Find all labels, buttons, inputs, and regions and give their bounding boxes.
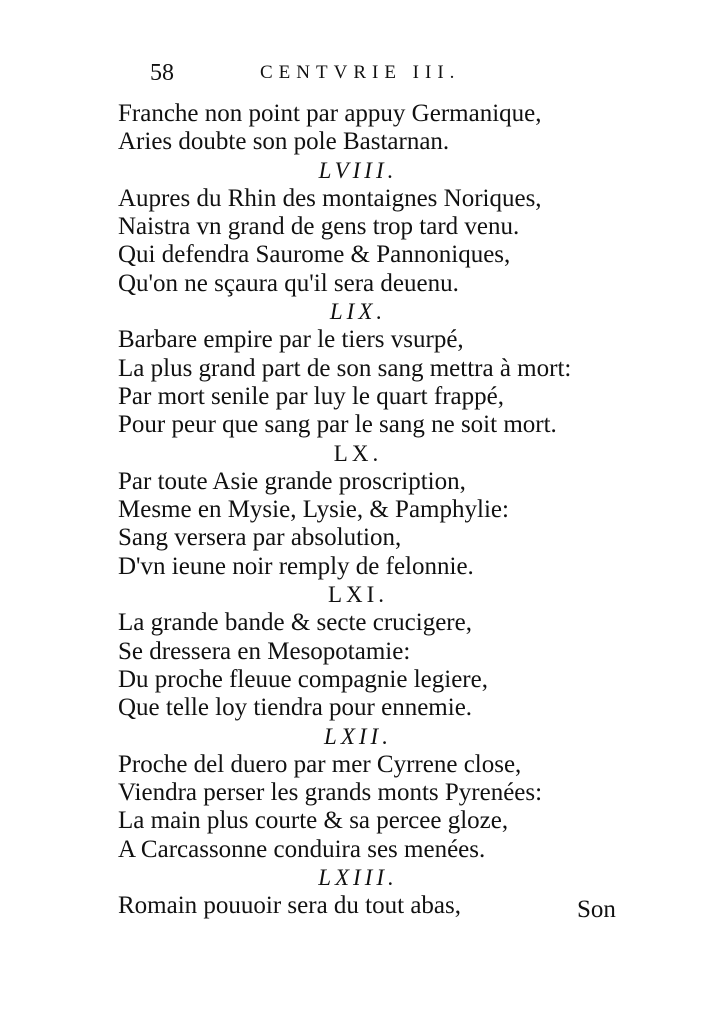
verse-line: Du proche fleuue compagnie legiere, xyxy=(118,665,488,693)
verse-line: Naistra vn grand de gens trop tard venu. xyxy=(118,213,520,241)
verse-line: Proche del duero par mer Cyrrene close, xyxy=(118,750,522,778)
quatrain-number-heading: LXII. xyxy=(324,723,392,749)
verse-line: Pour peur que sang par le sang ne soit mort. xyxy=(118,411,557,439)
verse-line: Sang versera par absolution, xyxy=(118,524,402,552)
verse-line: Viendra perser les grands monts Pyrenées: xyxy=(118,779,543,807)
quatrain-number-heading: LXI. xyxy=(327,582,389,608)
quatrain-number-heading: LX. xyxy=(333,440,383,466)
verse-line: Par mort senile par luy le quart frappé, xyxy=(118,382,504,410)
verse-line: Mesme en Mysie, Lysie, & Pamphylie: xyxy=(118,496,509,524)
verse-line: Qui defendra Saurome & Pannoniques, xyxy=(118,241,511,269)
verse-line: Aupres du Rhin des montaignes Noriques, xyxy=(118,184,542,212)
verse-line: D'vn ieune noir remply de felonnie. xyxy=(118,552,474,580)
quatrain-number-heading: LVIII. xyxy=(318,157,398,183)
verse-text-block xyxy=(118,100,598,921)
verse-line: Franche non point par appuy Germanique, xyxy=(118,100,542,127)
running-head xyxy=(150,60,530,90)
verse-line: La plus grand part de son sang mettra à mort: xyxy=(118,354,572,382)
verse-line: La main plus courte & sa percee gloze, xyxy=(118,807,509,835)
verse-line: La grande bande & secte crucigere, xyxy=(118,609,472,637)
quatrain-number-heading: LIX. xyxy=(329,299,387,325)
verse-line: Se dressera en Mesopotamie: xyxy=(118,637,411,665)
verse-line: Par toute Asie grande proscription, xyxy=(118,467,466,495)
verse-line: Aries doubte son pole Bastarnan. xyxy=(118,128,450,156)
quatrain-number-heading: LXIII. xyxy=(318,865,398,891)
page-number: 58 xyxy=(150,60,174,86)
verse-line: A Carcassonne conduira ses menées. xyxy=(118,835,486,863)
verse-line: Qu'on ne sçaura qu'il sera deuenu. xyxy=(118,269,459,297)
running-title: CENTVRIE III. xyxy=(260,62,461,83)
catchword: Son xyxy=(577,896,616,923)
verse-line: Barbare empire par le tiers vsurpé, xyxy=(118,326,464,354)
verse-line: Que telle loy tiendra pour ennemie. xyxy=(118,694,473,722)
verse-line: Romain pouuoir sera du tout abas, xyxy=(118,892,461,920)
